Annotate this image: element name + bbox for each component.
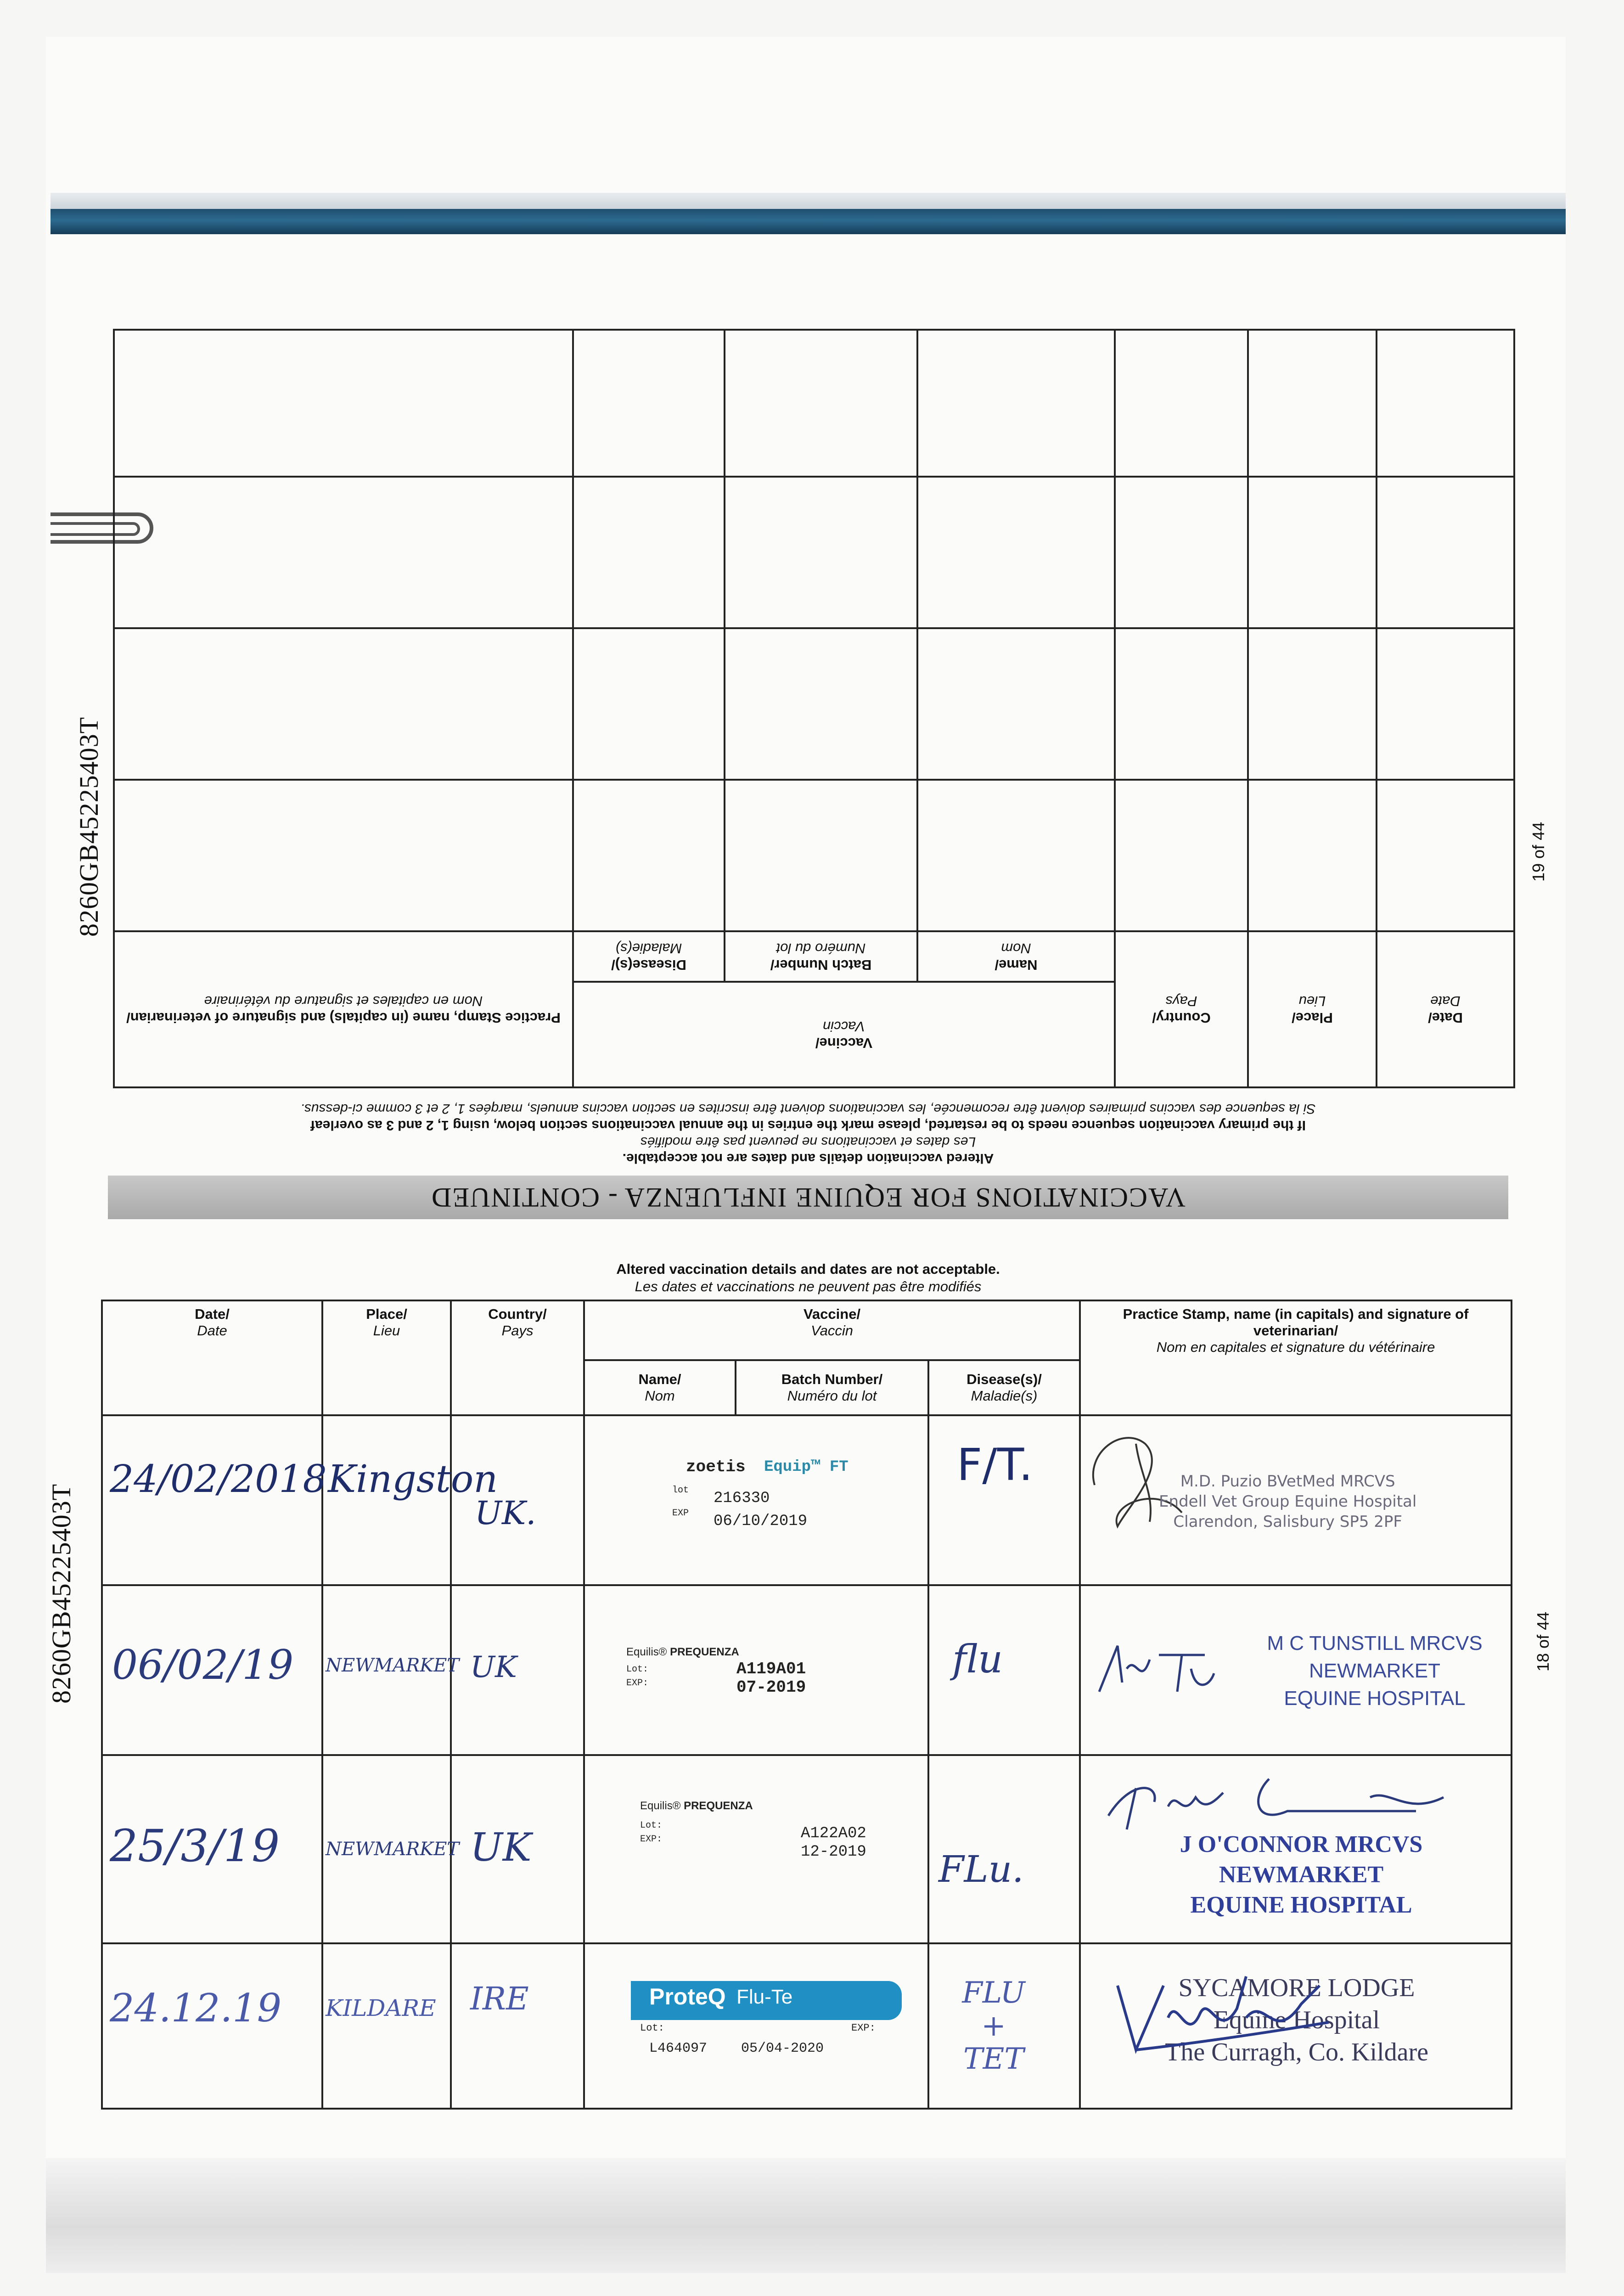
entry-country: UK	[470, 1825, 532, 1870]
entry-disease-cell	[928, 1585, 1080, 1755]
upper-primary-note-fr: Si la sequence des vaccins primaires doivent être recomencée, les vaccinations doivent être inscrites en section vaccins annuels, marqées 1, 2 et 3 comme ci-dessus.	[300, 1101, 1316, 1116]
entry-place-cell	[322, 1415, 498, 1585]
upper-header-name: Name/ Nom	[917, 931, 1115, 982]
entry-date: 25/3/19	[110, 1820, 280, 1872]
header-date: Date/ Date	[102, 1300, 322, 1415]
entry-disease-cell	[928, 1415, 1080, 1585]
entry-date: 06/02/19	[112, 1641, 294, 1688]
upper-notes-rotated	[108, 1075, 1508, 1166]
entry-place: NEWMARKET	[326, 1839, 460, 1860]
entry-stamp-cell	[1080, 1415, 1512, 1585]
entry-date-cell	[102, 1415, 327, 1585]
lot-label: Lot:	[640, 2022, 664, 2034]
vet-stamp: M C TUNSTILL MRCVS NEWMARKET EQUINE HOSPITAL	[1267, 1632, 1483, 1710]
upper-header-date: Date/ Date	[1377, 931, 1514, 1087]
upper-empty-row	[114, 780, 1514, 931]
entry-stamp-cell	[1080, 1943, 1512, 2109]
lot-label: lot	[672, 1485, 689, 1496]
lower-altered-notes	[108, 1261, 1508, 1295]
entry-vaccine-label-cell	[584, 1415, 928, 1585]
upper-header-stamp: Practice Stamp, name (in capitals) and signature of veterinarian/ Nom en capitales et signature du vétérinaire	[114, 931, 573, 1087]
upper-header-disease: Disease(s)/ Maladie(s)	[573, 931, 725, 982]
entry-country-cell	[451, 1943, 584, 2109]
header-country: Country/ Pays	[451, 1300, 584, 1415]
header-name: Name/ Nom	[584, 1360, 736, 1415]
lower-altered-note: Altered vaccination details and dates are not acceptable.	[616, 1261, 1000, 1277]
upper-header-vaccine: Vaccine/ Vaccin	[573, 982, 1115, 1087]
vet-signature	[1095, 1770, 1462, 1834]
entry-place: KILDARE	[326, 1995, 436, 2021]
header-stamp: Practice Stamp, name (in capitals) and signature of veterinarian/ Nom en capitales et signature du vétérinaire	[1080, 1300, 1512, 1415]
lot-label: Lot:	[626, 1664, 649, 1675]
entry-stamp-cell	[1080, 1755, 1512, 1943]
entry-disease: flu	[952, 1637, 1003, 1682]
exp-label: EXP:	[851, 2022, 876, 2034]
upper-vaccination-table	[113, 329, 1515, 1088]
batch-number: A119A01	[736, 1660, 806, 1678]
entry-date-cell	[102, 1943, 322, 2109]
upper-page-rotated	[115, 331, 1515, 1088]
entry-place-cell	[322, 1943, 451, 2109]
binder-shadow	[51, 193, 1566, 211]
exp-label: EXP	[672, 1508, 689, 1519]
upper-header-batch: Batch Number/ Numéro du lot	[725, 931, 917, 982]
batch-number: 216330	[714, 1490, 770, 1507]
header-place: Place/ Lieu	[322, 1300, 451, 1415]
table-row	[102, 1755, 1512, 1943]
entry-place-cell	[322, 1755, 460, 1943]
vet-signature	[1090, 1627, 1223, 1701]
table-row	[102, 1585, 1512, 1755]
entry-stamp-cell	[1080, 1585, 1512, 1755]
vaccine-name: Flu-Te	[736, 1986, 793, 2008]
exp-label: EXP:	[626, 1678, 649, 1688]
vaccine-name: Equip™ FT	[764, 1458, 849, 1476]
vaccine-brand: ProteQ	[649, 1984, 726, 2009]
page-fold-band	[51, 209, 1566, 234]
page-number-top: 19 of 44	[1529, 822, 1548, 882]
vaccine-brand: Equilis® PREQUENZA	[640, 1800, 753, 1812]
upper-section-banner	[108, 1176, 1508, 1219]
lot-label: Lot:	[640, 1820, 663, 1831]
upper-empty-row	[114, 628, 1514, 780]
vaccine-brand: Equilis® PREQUENZA	[626, 1646, 739, 1658]
entry-date-cell	[102, 1585, 322, 1755]
table-row	[102, 1943, 1512, 2109]
vet-signature	[1108, 1967, 1338, 2068]
entry-vaccine-label-cell	[584, 1755, 928, 1943]
entry-vaccine-label-cell	[584, 1585, 928, 1755]
exp-label: EXP:	[640, 1834, 663, 1845]
entry-country: IRE	[470, 1981, 529, 2017]
entry-country-cell	[451, 1585, 584, 1755]
entry-disease-cell	[928, 1943, 1080, 2109]
entry-disease: F/T.	[957, 1439, 1033, 1491]
entry-date-cell	[102, 1755, 322, 1943]
entry-place: NEWMARKET	[326, 1655, 460, 1676]
entry-country: UK.	[475, 1494, 536, 1532]
header-vaccine: Vaccine/ Vaccin	[584, 1300, 1080, 1360]
upper-empty-row	[114, 330, 1514, 477]
expiry-date: 05/04-2020	[741, 2041, 824, 2056]
entry-place: Kingston	[328, 1458, 498, 1501]
vaccine-brand: zoetis	[686, 1458, 746, 1476]
batch-number: L464097	[649, 2041, 708, 2056]
document-id-bottom: 8260GB45225403T	[46, 1484, 76, 1704]
entry-date: 24/02/2018	[110, 1458, 327, 1501]
entry-vaccine-label-cell	[584, 1943, 928, 2109]
upper-header-country: Country/ Pays	[1115, 931, 1248, 1087]
expiry-date: 07-2019	[736, 1678, 806, 1697]
upper-altered-note-fr: Les dates et vaccinations ne peuvent pas être modifiés	[640, 1134, 976, 1149]
batch-number: A122A02	[801, 1825, 866, 1842]
entry-place-cell	[322, 1585, 460, 1755]
upper-altered-note: Altered vaccination details and dates are not acceptable.	[622, 1151, 994, 1166]
upper-primary-note: If the primary vaccination sequence needs to be restarted, please mark the entries in the annual vaccinations section below, using 1, 2 and 3 as overleaf	[310, 1118, 1306, 1133]
entry-disease: FLu.	[938, 1848, 1024, 1891]
entry-disease: FLU + TET	[962, 1976, 1025, 2076]
expiry-date: 06/10/2019	[714, 1513, 808, 1530]
upper-header-place: Place/ Lieu	[1248, 931, 1377, 1087]
page-number-bottom: 18 of 44	[1534, 1611, 1552, 1671]
vet-stamp: J O'CONNOR MRCVS NEWMARKET EQUINE HOSPITAL	[1180, 1831, 1423, 1918]
entry-country-cell	[451, 1415, 584, 1585]
entry-date: 24.12.19	[110, 1986, 282, 2031]
page-bottom-shadow	[46, 2158, 1566, 2273]
entry-disease-cell	[928, 1755, 1080, 1943]
expiry-date: 12-2019	[801, 1843, 866, 1861]
entry-country: UK	[470, 1650, 517, 1684]
upper-empty-row	[114, 477, 1514, 628]
upper-section-title: VACCINATIONS FOR EQUINE INFLUENZA - CONTINUED	[431, 1182, 1186, 1213]
header-disease: Disease(s)/ Maladie(s)	[928, 1360, 1080, 1415]
document-id-top: 8260GB45225403T	[74, 717, 104, 937]
table-row	[102, 1415, 1512, 1585]
lower-altered-note-fr: Les dates et vaccinations ne peuvent pas être modifiés	[635, 1278, 982, 1294]
lower-vaccination-table	[101, 1300, 1512, 2110]
entry-country-cell	[451, 1755, 584, 1943]
vet-stamp: M.D. Puzio BVetMed MRCVS Endell Vet Group Equine Hospital Clarendon, Salisbury SP5 2PF	[1159, 1472, 1417, 1531]
header-batch: Batch Number/ Numéro du lot	[736, 1360, 928, 1415]
vet-stamp: SYCAMORE LODGE Equine Hospital The Curragh, Co. Kildare	[1165, 1974, 1428, 2066]
